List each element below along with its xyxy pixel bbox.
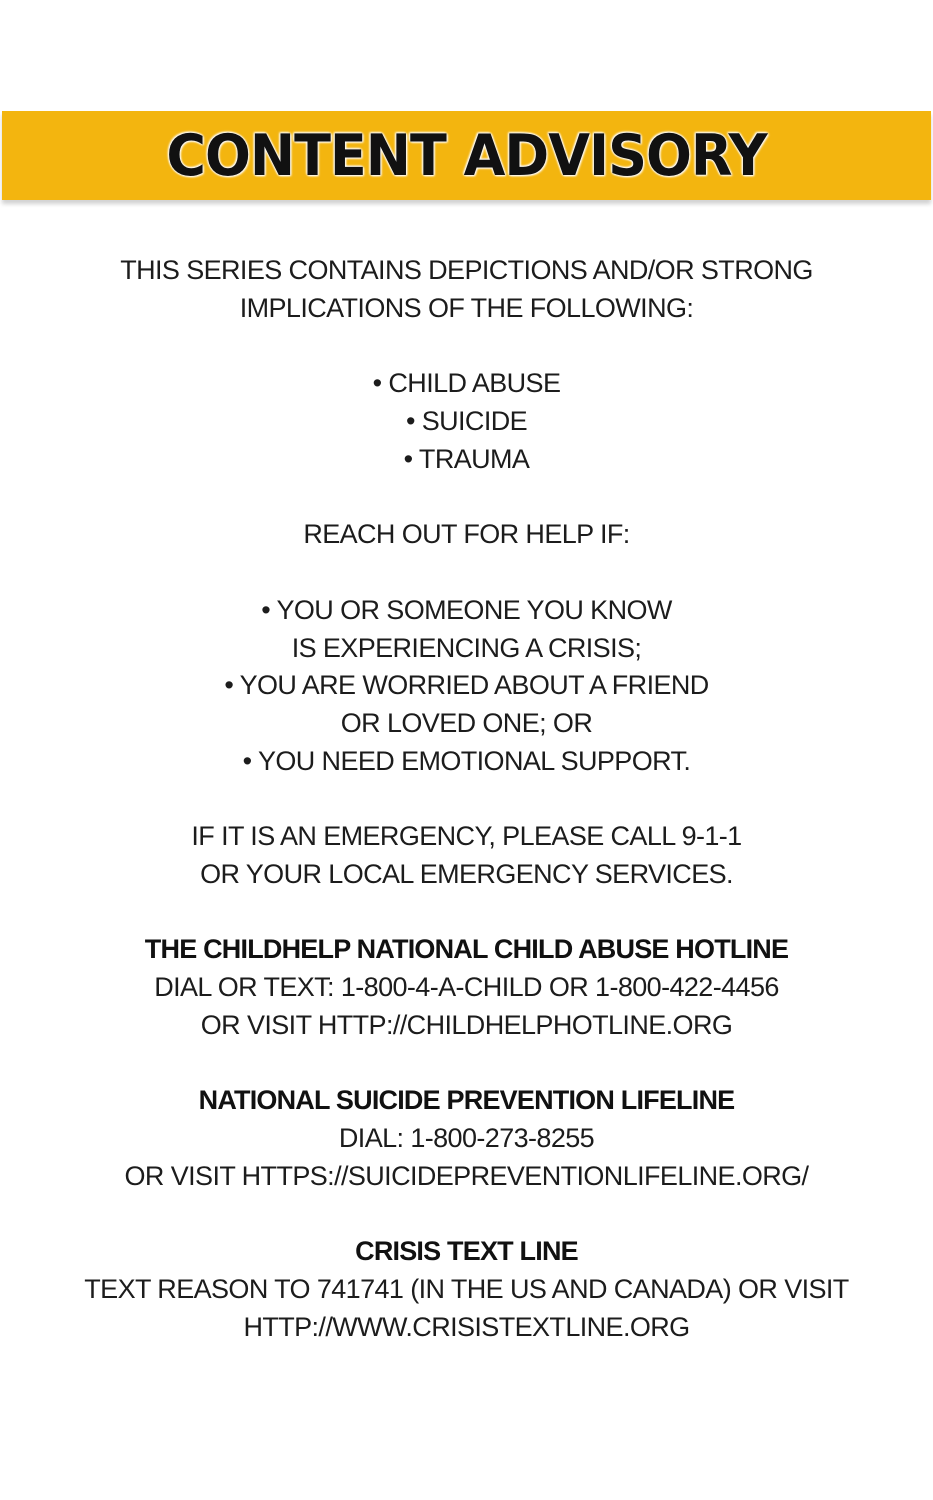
resource-line: HTTP://WWW.CRISISTEXTLINE.ORG xyxy=(243,1312,690,1342)
emergency-line: OR YOUR LOCAL EMERGENCY SERVICES. xyxy=(200,859,733,889)
resource-line: OR VISIT HTTP://CHILDHELPHOTLINE.ORG xyxy=(200,1010,733,1040)
resource-line: TEXT REASON TO 741741 (IN THE US AND CANADA) OR VISIT xyxy=(84,1274,849,1304)
reach-out-line: • YOU OR SOMEONE YOU KNOW xyxy=(261,595,672,625)
content-advisory-banner xyxy=(2,111,931,200)
reach-out-line: OR LOVED ONE; OR xyxy=(340,708,593,738)
intro-line: IMPLICATIONS OF THE FOLLOWING: xyxy=(239,293,694,323)
emergency-line: IF IT IS AN EMERGENCY, PLEASE CALL 9-1-1 xyxy=(191,821,742,851)
topic-item: • TRAUMA xyxy=(403,444,530,474)
resource-line: DIAL OR TEXT: 1-800-4-A-CHILD OR 1-800-422-4456 xyxy=(154,972,779,1002)
resource-name-crisis-text-line: CRISIS TEXT LINE xyxy=(355,1236,578,1266)
resource-name-suicide-lifeline: NATIONAL SUICIDE PREVENTION LIFELINE xyxy=(198,1085,735,1115)
banner-title: CONTENT ADVISORY xyxy=(166,122,767,189)
resource-name-childhelp: THE CHILDHELP NATIONAL CHILD ABUSE HOTLINE xyxy=(144,934,789,964)
reach-out-heading: REACH OUT FOR HELP IF: xyxy=(303,519,630,549)
reach-out-line: • YOU ARE WORRIED ABOUT A FRIEND xyxy=(224,670,709,700)
topic-item: • CHILD ABUSE xyxy=(372,368,561,398)
reach-out-line: • YOU NEED EMOTIONAL SUPPORT. xyxy=(242,746,691,776)
resource-line: OR VISIT HTTPS://SUICIDEPREVENTIONLIFELINE.ORG/ xyxy=(124,1161,809,1191)
reach-out-line: IS EXPERIENCING A CRISIS; xyxy=(291,633,642,663)
intro-line: THIS SERIES CONTAINS DEPICTIONS AND/OR STRONG xyxy=(120,255,813,285)
resource-line: DIAL: 1-800-273-8255 xyxy=(338,1123,595,1153)
topic-item: • SUICIDE xyxy=(405,406,528,436)
